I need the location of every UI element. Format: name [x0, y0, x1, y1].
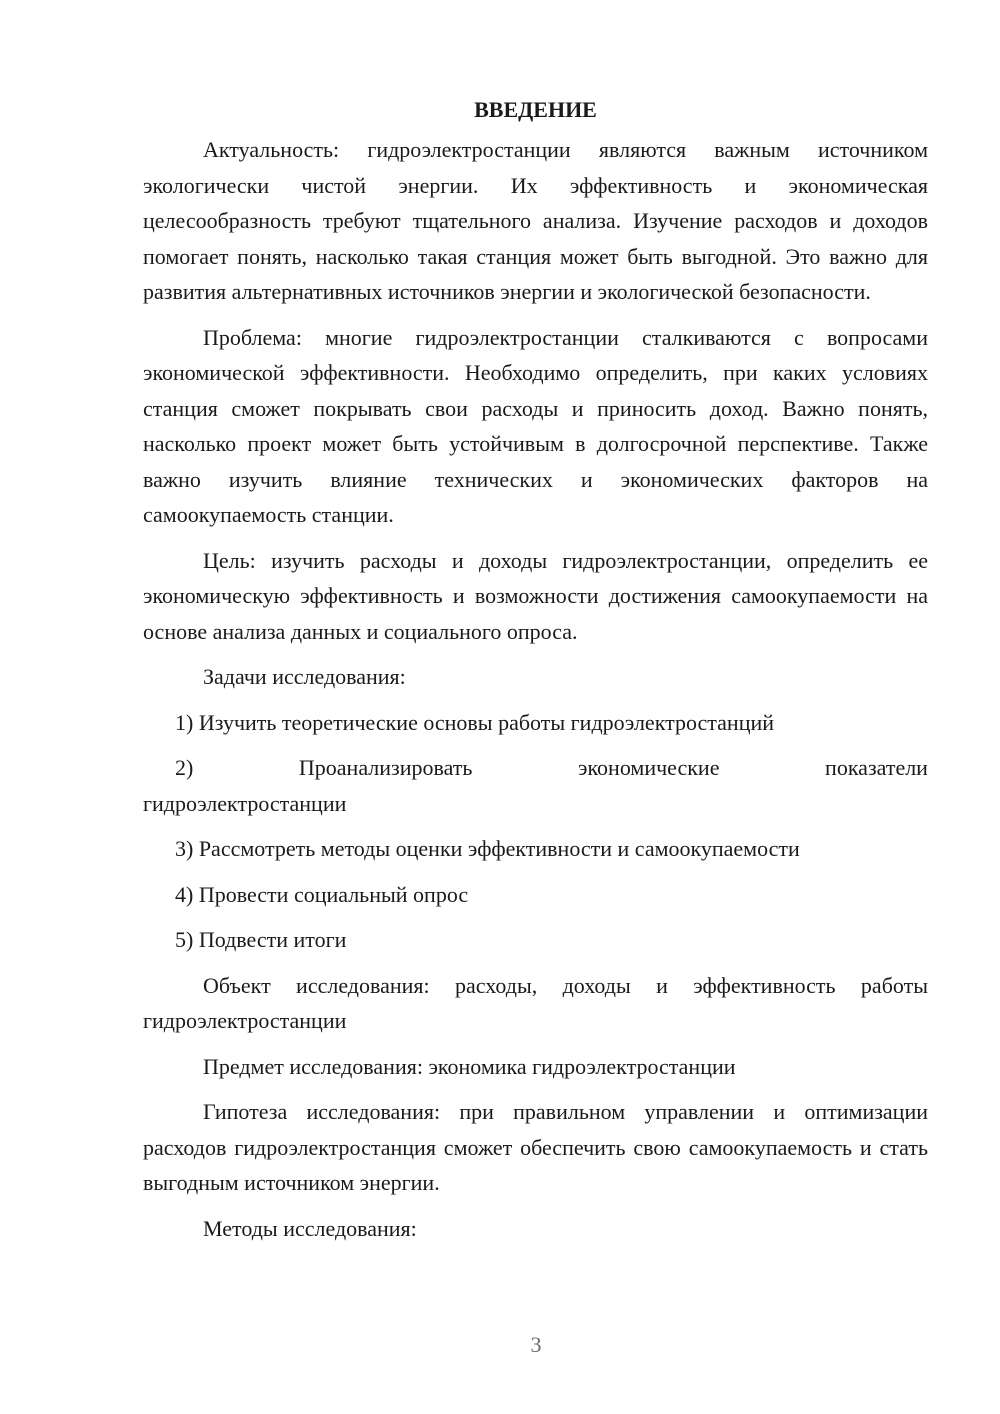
task-item-5: 5) Подвести итоги [175, 927, 347, 952]
task-item-2-continuation: гидроэлектростанции [143, 790, 347, 816]
task-item-4: 4) Провести социальный опрос [175, 881, 469, 907]
paragraph-relevance: Актуальность: гидроэлектростанции являются важным источником экологически чистой энергии. Их эффективность и экономическая целесообразность требуют тщательного анализа. Изучение расходов и доходов помогает понять, насколько такая станция может быть выгодной. Это важно для развития альтернативных источников энергии и экологической безопасности. [143, 137, 928, 304]
paragraph-hypothesis: Гипотеза исследования: при правильном управлении и оптимизации расходов гидроэлектростанция сможет обеспечить свою самоокупаемость и стать выгодным источником энергии. [143, 1099, 928, 1195]
tasks-heading: Задачи исследования: [203, 664, 406, 689]
page-number: 3 [530, 1332, 542, 1357]
section-title: ВВЕДЕНИЕ [474, 97, 597, 122]
paragraph-object: Объект исследования: расходы, доходы и эффективность работы гидроэлектростанции [143, 972, 928, 1033]
task-item-2-first-line [143, 750, 928, 786]
task-item-2-word-1: Проанализировать [298, 755, 473, 780]
task-item-1: 1) Изучить теоретические основы работы гидроэлектростанций [175, 709, 775, 735]
paragraph-goal: Цель: изучить расходы и доходы гидроэлектростанции, определить ее экономическую эффективность и возможности достижения самоокупаемости на основе анализа данных и социального опроса. [143, 547, 928, 644]
task-item-2 [143, 750, 928, 821]
methods-heading: Методы исследования: [203, 1215, 417, 1241]
paragraph-problem: Проблема: многие гидроэлектростанции сталкиваются с вопросами экономической эффективности. Необходимо определить, при каких условиях станция сможет покрывать свои расходы и приносить доход. Важно понять, насколько проект может быть устойчивым в долгосрочной перспективе. Также важно изучить влияние технических и экономических факторов на самоокупаемость станции. [143, 324, 928, 527]
page-content [143, 92, 928, 1256]
task-item-2-number: 2) [175, 755, 194, 780]
task-item-3: 3) Рассмотреть методы оценки эффективности и самоокупаемости [175, 836, 800, 861]
task-item-2-word-3: показатели [825, 755, 928, 780]
paragraph-subject: Предмет исследования: экономика гидроэлектростанции [203, 1053, 736, 1079]
task-item-2-word-2: экономические [578, 755, 720, 780]
